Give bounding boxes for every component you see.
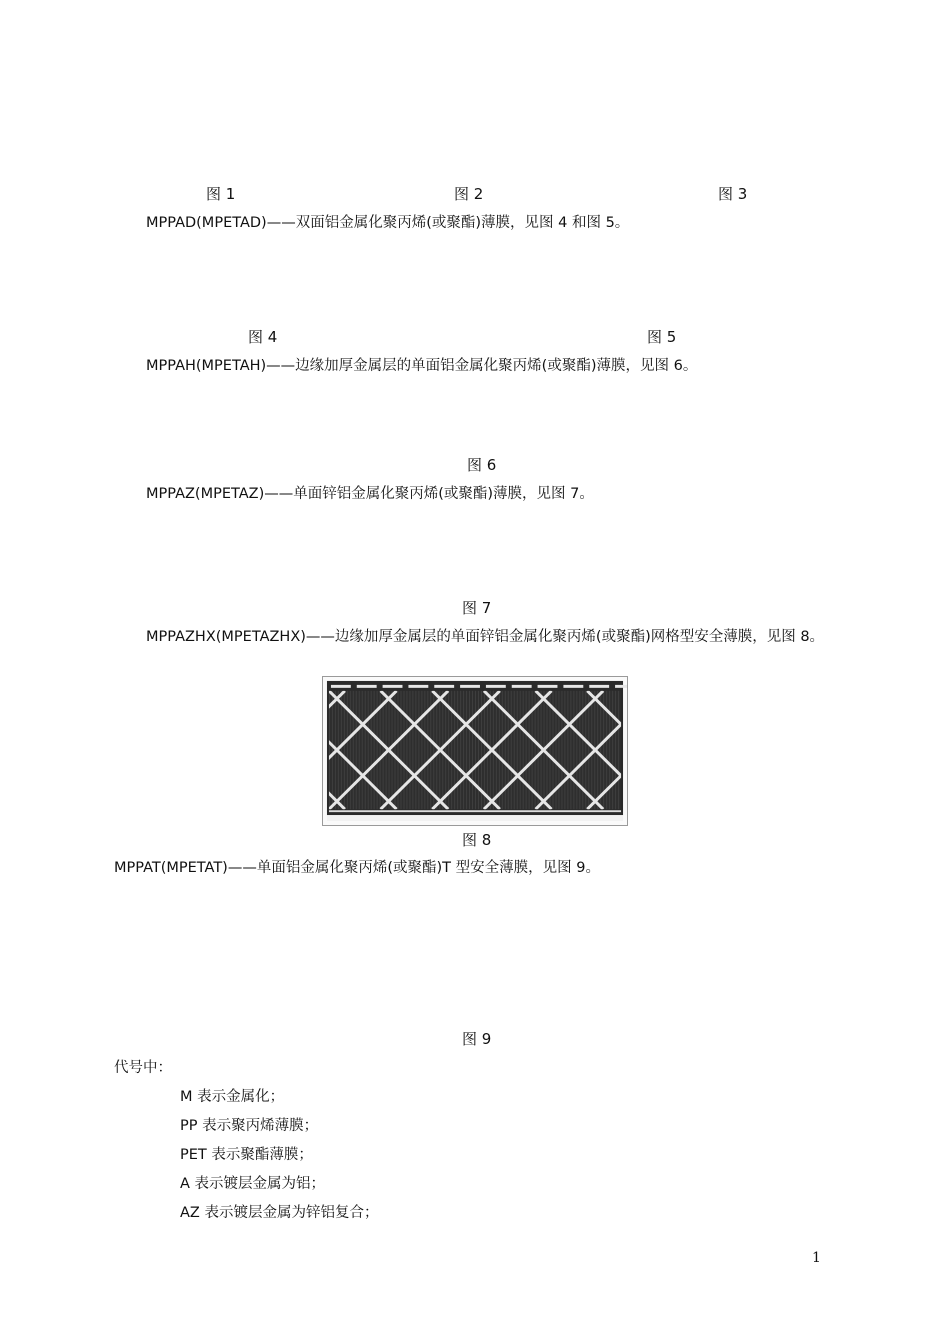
figure-7-caption: 图 7: [462, 599, 492, 617]
figure-3-caption: 图 3: [718, 185, 748, 203]
code-item-pp: PP 表示聚丙烯薄膜；: [180, 1118, 319, 1134]
edge-dash: [615, 685, 627, 688]
edge-dash: [538, 685, 558, 688]
edge-dash: [434, 685, 454, 688]
figure-6-caption: 图 6: [467, 456, 497, 474]
paragraph-mppaz: MPPAZ(MPETAZ)——单面锌铝金属化聚丙烯(或聚酯)薄膜，见图 7。: [146, 486, 594, 502]
paragraph-mppah: MPPAH(MPETAH)——边缘加厚金属层的单面铝金属化聚丙烯(或聚酯)薄膜，见图 6。: [146, 358, 698, 374]
mesh-pattern-illustration: [323, 677, 627, 825]
code-item-m: M 表示金属化；: [180, 1089, 285, 1105]
figure-9-caption: 图 9: [462, 1030, 492, 1048]
code-item-pet: PET 表示聚酯薄膜；: [180, 1147, 313, 1163]
edge-dash: [460, 685, 480, 688]
edge-dash: [331, 685, 351, 688]
edge-dash: [589, 685, 609, 688]
edge-dash: [383, 685, 403, 688]
figure-5-caption: 图 5: [647, 328, 677, 346]
page-number: 1: [812, 1250, 821, 1266]
figure-4-caption: 图 4: [248, 328, 278, 346]
code-item-az: AZ 表示镀层金属为锌铝复合；: [180, 1205, 379, 1221]
edge-dash: [512, 685, 532, 688]
figure-8-caption: 图 8: [462, 831, 492, 849]
paragraph-mppat: MPPAT(MPETAT)——单面铝金属化聚丙烯(或聚酯)T 型安全薄膜，见图 9。: [114, 860, 600, 876]
edge-dash: [357, 685, 377, 688]
figure-8-image: [322, 676, 628, 826]
edge-dash: [408, 685, 428, 688]
paragraph-mppad: MPPAD(MPETAD)——双面铝金属化聚丙烯(或聚酯)薄膜，见图 4 和图 5。: [146, 215, 630, 231]
paragraph-mppazhx: MPPAZHX(MPETAZHX)——边缘加厚金属层的单面锌铝金属化聚丙烯(或聚酯)网格型安全薄膜，见图 8。: [146, 629, 825, 645]
figure-1-caption: 图 1: [206, 185, 236, 203]
edge-dash: [563, 685, 583, 688]
code-item-a: A 表示镀层金属为铝；: [180, 1176, 326, 1192]
code-definition-list: [180, 1083, 378, 1228]
codes-intro: 代号中：: [114, 1060, 172, 1076]
edge-dash: [486, 685, 506, 688]
figure-2-caption: 图 2: [454, 185, 484, 203]
